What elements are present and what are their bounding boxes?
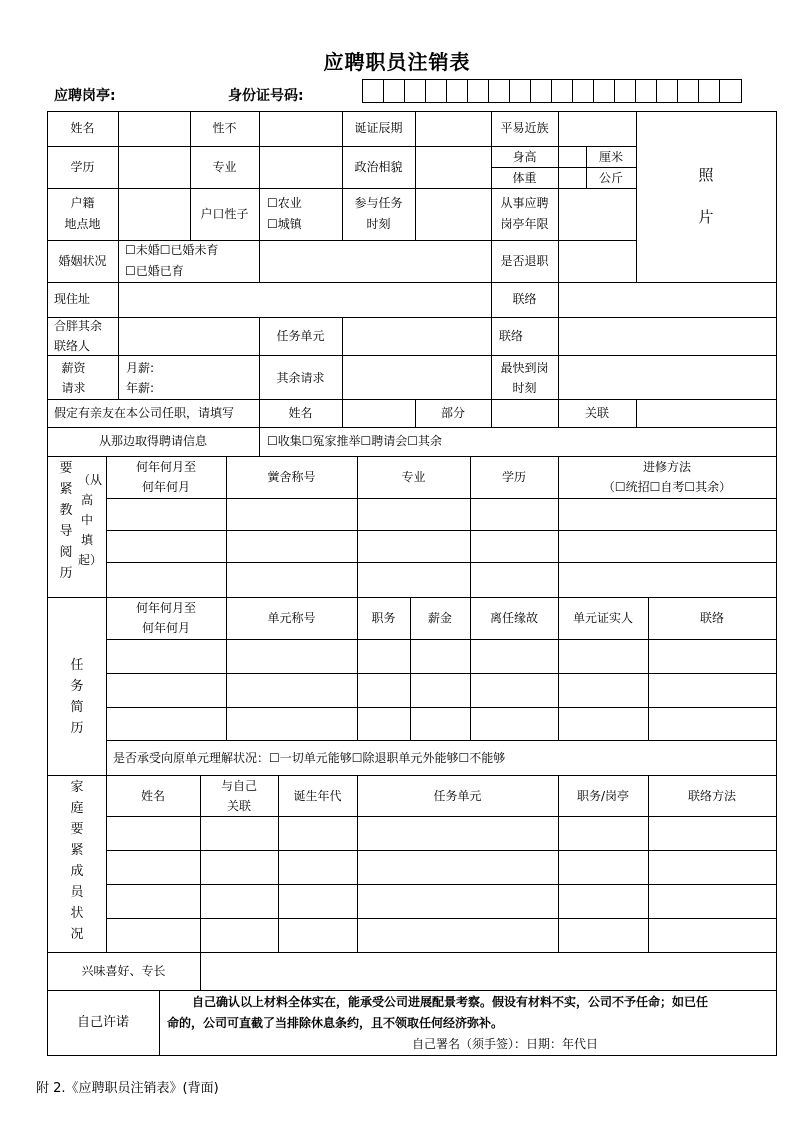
id-digit-box[interactable] (699, 80, 720, 102)
agri-checkbox[interactable]: ☐农业 (267, 196, 302, 210)
relative-label: 假定有亲友在本公司任职，请填写 (54, 406, 235, 420)
weight-input[interactable] (559, 168, 586, 188)
signature-date[interactable]: 自己署名（须手签）：日期：年代日 (412, 1037, 599, 1051)
id-digit-box[interactable] (720, 80, 741, 102)
photo-area[interactable] (637, 112, 776, 282)
weight-label: 体重 (512, 171, 537, 185)
height-label: 身高 (512, 150, 537, 164)
years-label-2: 岗亭年限 (500, 217, 549, 231)
family-col-contact: 联络方法 (687, 789, 736, 803)
id-number-label: 身份证号码: (228, 88, 304, 104)
relative-name-label: 姓名 (288, 406, 313, 420)
family-col-birth: 诞生年代 (293, 789, 342, 803)
address-label: 现住址 (54, 292, 91, 306)
gender-input[interactable] (260, 112, 342, 146)
work-time-label-2: 时刻 (366, 217, 391, 231)
ethnic-label: 平易近族 (500, 121, 549, 135)
work-col-time-2: 何年何月 (141, 621, 190, 635)
weight-unit: 公斤 (598, 171, 623, 185)
family-col-relation-1: 与自己 (220, 779, 257, 793)
id-number-boxes[interactable] (362, 79, 742, 103)
edu-col-major: 专业 (401, 470, 426, 484)
pledge-text-2: 命的，公司可直截了当排除休息条约，且不领取任何经济弥补。 (167, 1016, 504, 1030)
work-side-label: 任务简历 (70, 658, 84, 736)
salary-label-2: 请求 (61, 381, 86, 395)
id-digit-box[interactable] (363, 80, 384, 102)
address-input[interactable] (119, 283, 491, 317)
family-col-post: 职务/岗亭 (576, 789, 630, 803)
work-unit-label: 任务单元 (276, 329, 325, 343)
family-col-unit: 任务单元 (433, 789, 482, 803)
work-col-witness: 单元证实人 (572, 611, 633, 625)
id-digit-box[interactable] (678, 80, 699, 102)
monthly-salary-label: 月薪: (126, 361, 155, 375)
id-digit-box[interactable] (573, 80, 594, 102)
work-col-post: 职务 (371, 611, 396, 625)
work-time-label-1: 参与任务 (354, 196, 403, 210)
relative-relation-label: 关联 (584, 406, 609, 420)
photo-label-2: 片 (698, 208, 714, 226)
edu-col-method-1: 进修方法 (642, 460, 691, 474)
marital-label: 婚姻状况 (58, 254, 107, 268)
major-label: 专业 (212, 160, 237, 174)
marital-option-1[interactable]: ☐未婚☐已婚未育 (125, 243, 219, 257)
id-digit-box[interactable] (594, 80, 615, 102)
pledge-text-1: 自己确认以上材料全体实在，能承受公司进展配景考察。假设有材料不实，公司不予任命；如已任 (192, 995, 709, 1009)
pledge-label: 自己许诺 (76, 1015, 129, 1030)
edu-col-time-2: 何年何月 (141, 480, 190, 494)
name-label: 姓名 (70, 121, 95, 135)
hukou-label-1: 户籍 (70, 196, 95, 210)
id-digit-box[interactable] (468, 80, 489, 102)
id-digit-box[interactable] (615, 80, 636, 102)
id-digit-box[interactable] (447, 80, 468, 102)
marital-option-2[interactable]: ☐已婚已育 (125, 264, 184, 278)
id-digit-box[interactable] (510, 80, 531, 102)
hukou-label-2: 地点地 (64, 217, 101, 231)
height-input[interactable] (559, 147, 586, 167)
id-digit-box[interactable] (384, 80, 405, 102)
earliest-label-2: 时刻 (512, 381, 537, 395)
cert-date-input[interactable] (416, 112, 491, 146)
earliest-label-1: 最快到岗 (500, 361, 549, 375)
id-digit-box[interactable] (426, 80, 447, 102)
family-side-label: 家庭要紧成员状况 (70, 780, 84, 942)
id-digit-box[interactable] (552, 80, 573, 102)
other-contact-label-2: 联络人 (54, 339, 91, 353)
hukou-type-label: 户口性子 (200, 207, 249, 221)
education-side-note: （从高中填起） (78, 473, 103, 567)
source-label: 从那边取得聘请信息 (98, 434, 207, 448)
source-options[interactable]: ☐收集☐冤家推举☐聘请会☐其余 (267, 434, 443, 448)
edu-col-method-2[interactable]: （☐统招☐自考☐其余） (602, 480, 732, 494)
contact2-label: 联络 (498, 329, 523, 343)
page-title: 应聘职员注销表 (323, 50, 471, 74)
position-label: 应聘岗亭: (54, 88, 116, 104)
edu-col-time-1: 何年何月至 (135, 460, 196, 474)
ethnic-input[interactable] (559, 112, 636, 146)
family-col-relation-2: 关联 (226, 799, 251, 813)
family-col-name: 姓名 (140, 789, 165, 803)
name-input[interactable] (119, 112, 190, 146)
work-col-unit: 单元称号 (267, 611, 316, 625)
yearly-salary-label: 年薪: (126, 381, 155, 395)
height-unit: 厘米 (598, 150, 623, 164)
years-label-1: 从事应聘 (500, 196, 549, 210)
edu-col-school: 黉舍称号 (267, 470, 316, 484)
reference-consent[interactable]: 是否承受向原单元理解状况：☐一切单元能够☐除退职单元外能够☐不能够 (113, 751, 506, 765)
work-col-pay: 薪金 (427, 611, 452, 625)
id-digit-box[interactable] (489, 80, 510, 102)
town-checkbox[interactable]: ☐城镇 (267, 217, 302, 231)
retired-label: 是否退职 (500, 254, 549, 268)
footer-note: 附 2.《应聘职员注销表》(背面) (36, 1081, 219, 1096)
education-side-label: 要紧教导阅历 (59, 461, 73, 581)
hobby-label: 兴味喜好、专长 (81, 964, 166, 978)
other-request-label: 其余请求 (276, 371, 325, 385)
edu-col-degree: 学历 (501, 470, 526, 484)
education-label: 学历 (70, 160, 95, 174)
other-contact-label-1: 合胖其余 (54, 319, 103, 333)
id-digit-box[interactable] (531, 80, 552, 102)
work-col-time-1: 何年何月至 (135, 601, 196, 615)
id-digit-box[interactable] (636, 80, 657, 102)
relative-dept-label: 部分 (440, 406, 465, 420)
gender-label: 性不 (212, 121, 237, 135)
work-col-contact: 联络 (699, 611, 724, 625)
cert-date-label: 诞证辰期 (354, 121, 403, 135)
salary-label-1: 薪资 (61, 361, 86, 375)
id-digit-box[interactable] (405, 80, 426, 102)
id-digit-box[interactable] (657, 80, 678, 102)
politics-label: 政治相貌 (354, 160, 403, 174)
hobby-input[interactable] (201, 953, 776, 990)
photo-label-1: 照 (698, 166, 714, 184)
work-col-reason: 离任缘故 (489, 611, 538, 625)
contact-label: 联络 (512, 292, 537, 306)
